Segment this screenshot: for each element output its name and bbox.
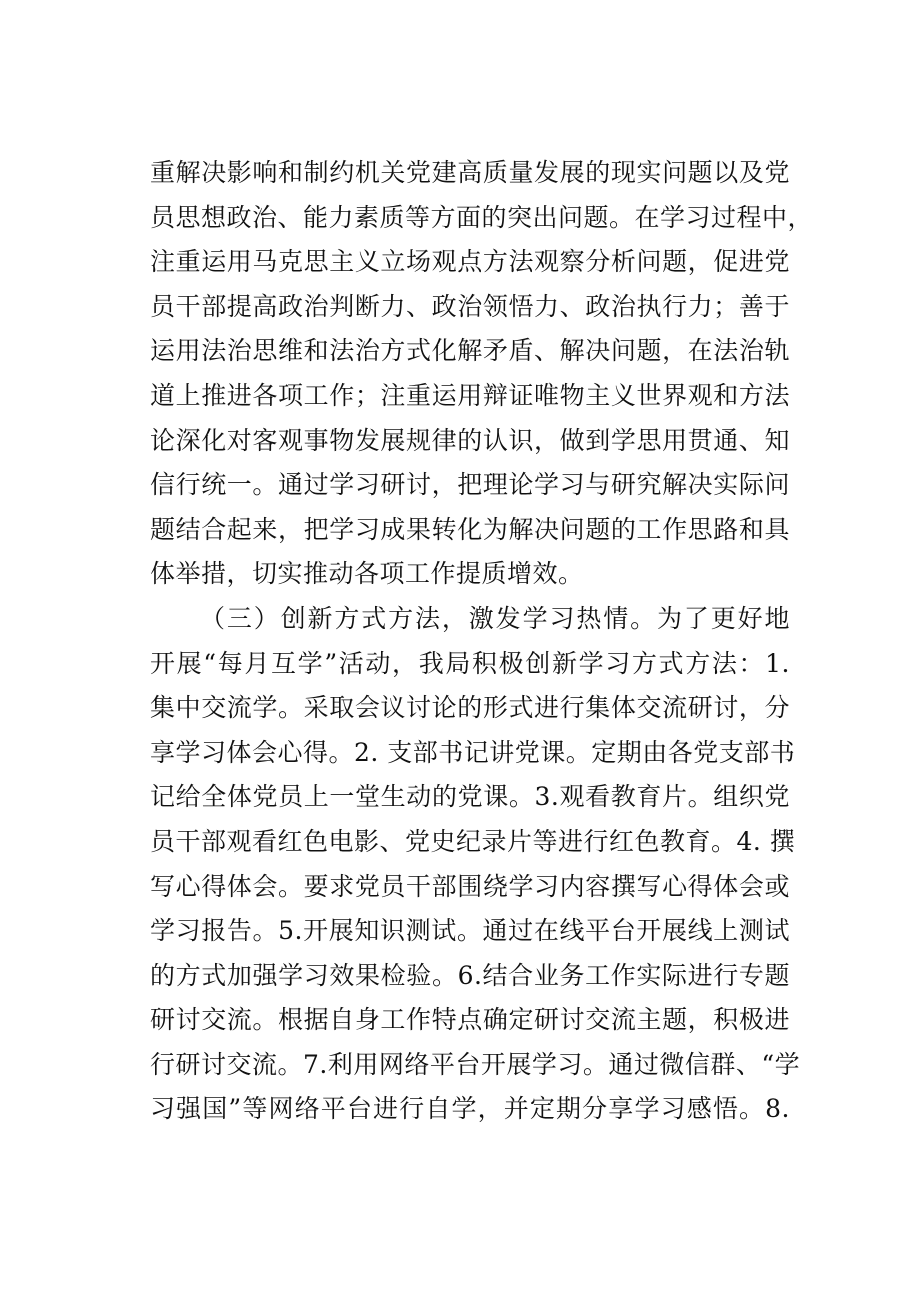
text-line: 重解决影响和制约机关党建高质量发展的现实问题以及党 (150, 158, 790, 187)
text-line: 员干部提高政治判断力、政治领悟力、政治执行力；善于 (150, 291, 790, 321)
text-line: 记给全体党员上一堂生动的党课。3.观看教育片。组织党 (150, 782, 790, 812)
text-line: 开展“每月互学”活动，我局积极创新学习方式方法：1. (150, 648, 790, 678)
text-line: 信行统一。通过学习研讨，把理论学习与研究解决实际问 (150, 470, 790, 500)
text-line: 体举措，切实推动各项工作提质增效。 (150, 559, 584, 589)
text-line: 的方式加强学习效果检验。6.结合业务工作实际进行专题 (150, 960, 790, 990)
body-text (150, 151, 814, 1132)
text-line: 集中交流学。采取会议讨论的形式进行集体交流研讨，分 (150, 693, 790, 723)
text-line: 员干部观看红色电影、党史纪录片等进行红色教育。4. 撰 (150, 826, 796, 856)
text-line: 行研讨交流。7.利用网络平台开展学习。通过微信群、“学 (150, 1049, 801, 1079)
text-line: 写心得体会。要求党员干部围绕学习内容撰写心得体会或 (150, 871, 790, 901)
text-line: 道上推进各项工作；注重运用辩证唯物主义世界观和方法 (150, 380, 790, 410)
paragraph-1 (150, 151, 814, 597)
text-line: 员思想政治、能力素质等方面的突出问题。在学习过程中， (150, 202, 814, 232)
paragraph-2 (150, 597, 801, 1132)
text-line: 享学习体会心得。2. 支部书记讲党课。定期由各党支部书 (150, 737, 796, 767)
text-line: 论深化对客观事物发展规律的认识，做到学思用贯通、知 (150, 425, 790, 455)
text-line: 习强国”等网络平台进行自学，并定期分享学习感悟。8. (150, 1094, 790, 1124)
section-heading-line: （三）创新方式方法，激发学习热情。为了更好地 (200, 603, 790, 633)
text-line: 学习报告。5.开展知识测试。通过在线平台开展线上测试 (150, 916, 790, 946)
text-line: 题结合起来，把学习成果转化为解决问题的工作思路和具 (150, 514, 790, 544)
text-line: 研讨交流。根据自身工作特点确定研讨交流主题，积极进 (150, 1005, 790, 1035)
text-line: 运用法治思维和法治方式化解矛盾、解决问题，在法治轨 (150, 336, 790, 366)
text-line: 注重运用马克思主义立场观点方法观察分析问题，促进党 (150, 247, 790, 277)
